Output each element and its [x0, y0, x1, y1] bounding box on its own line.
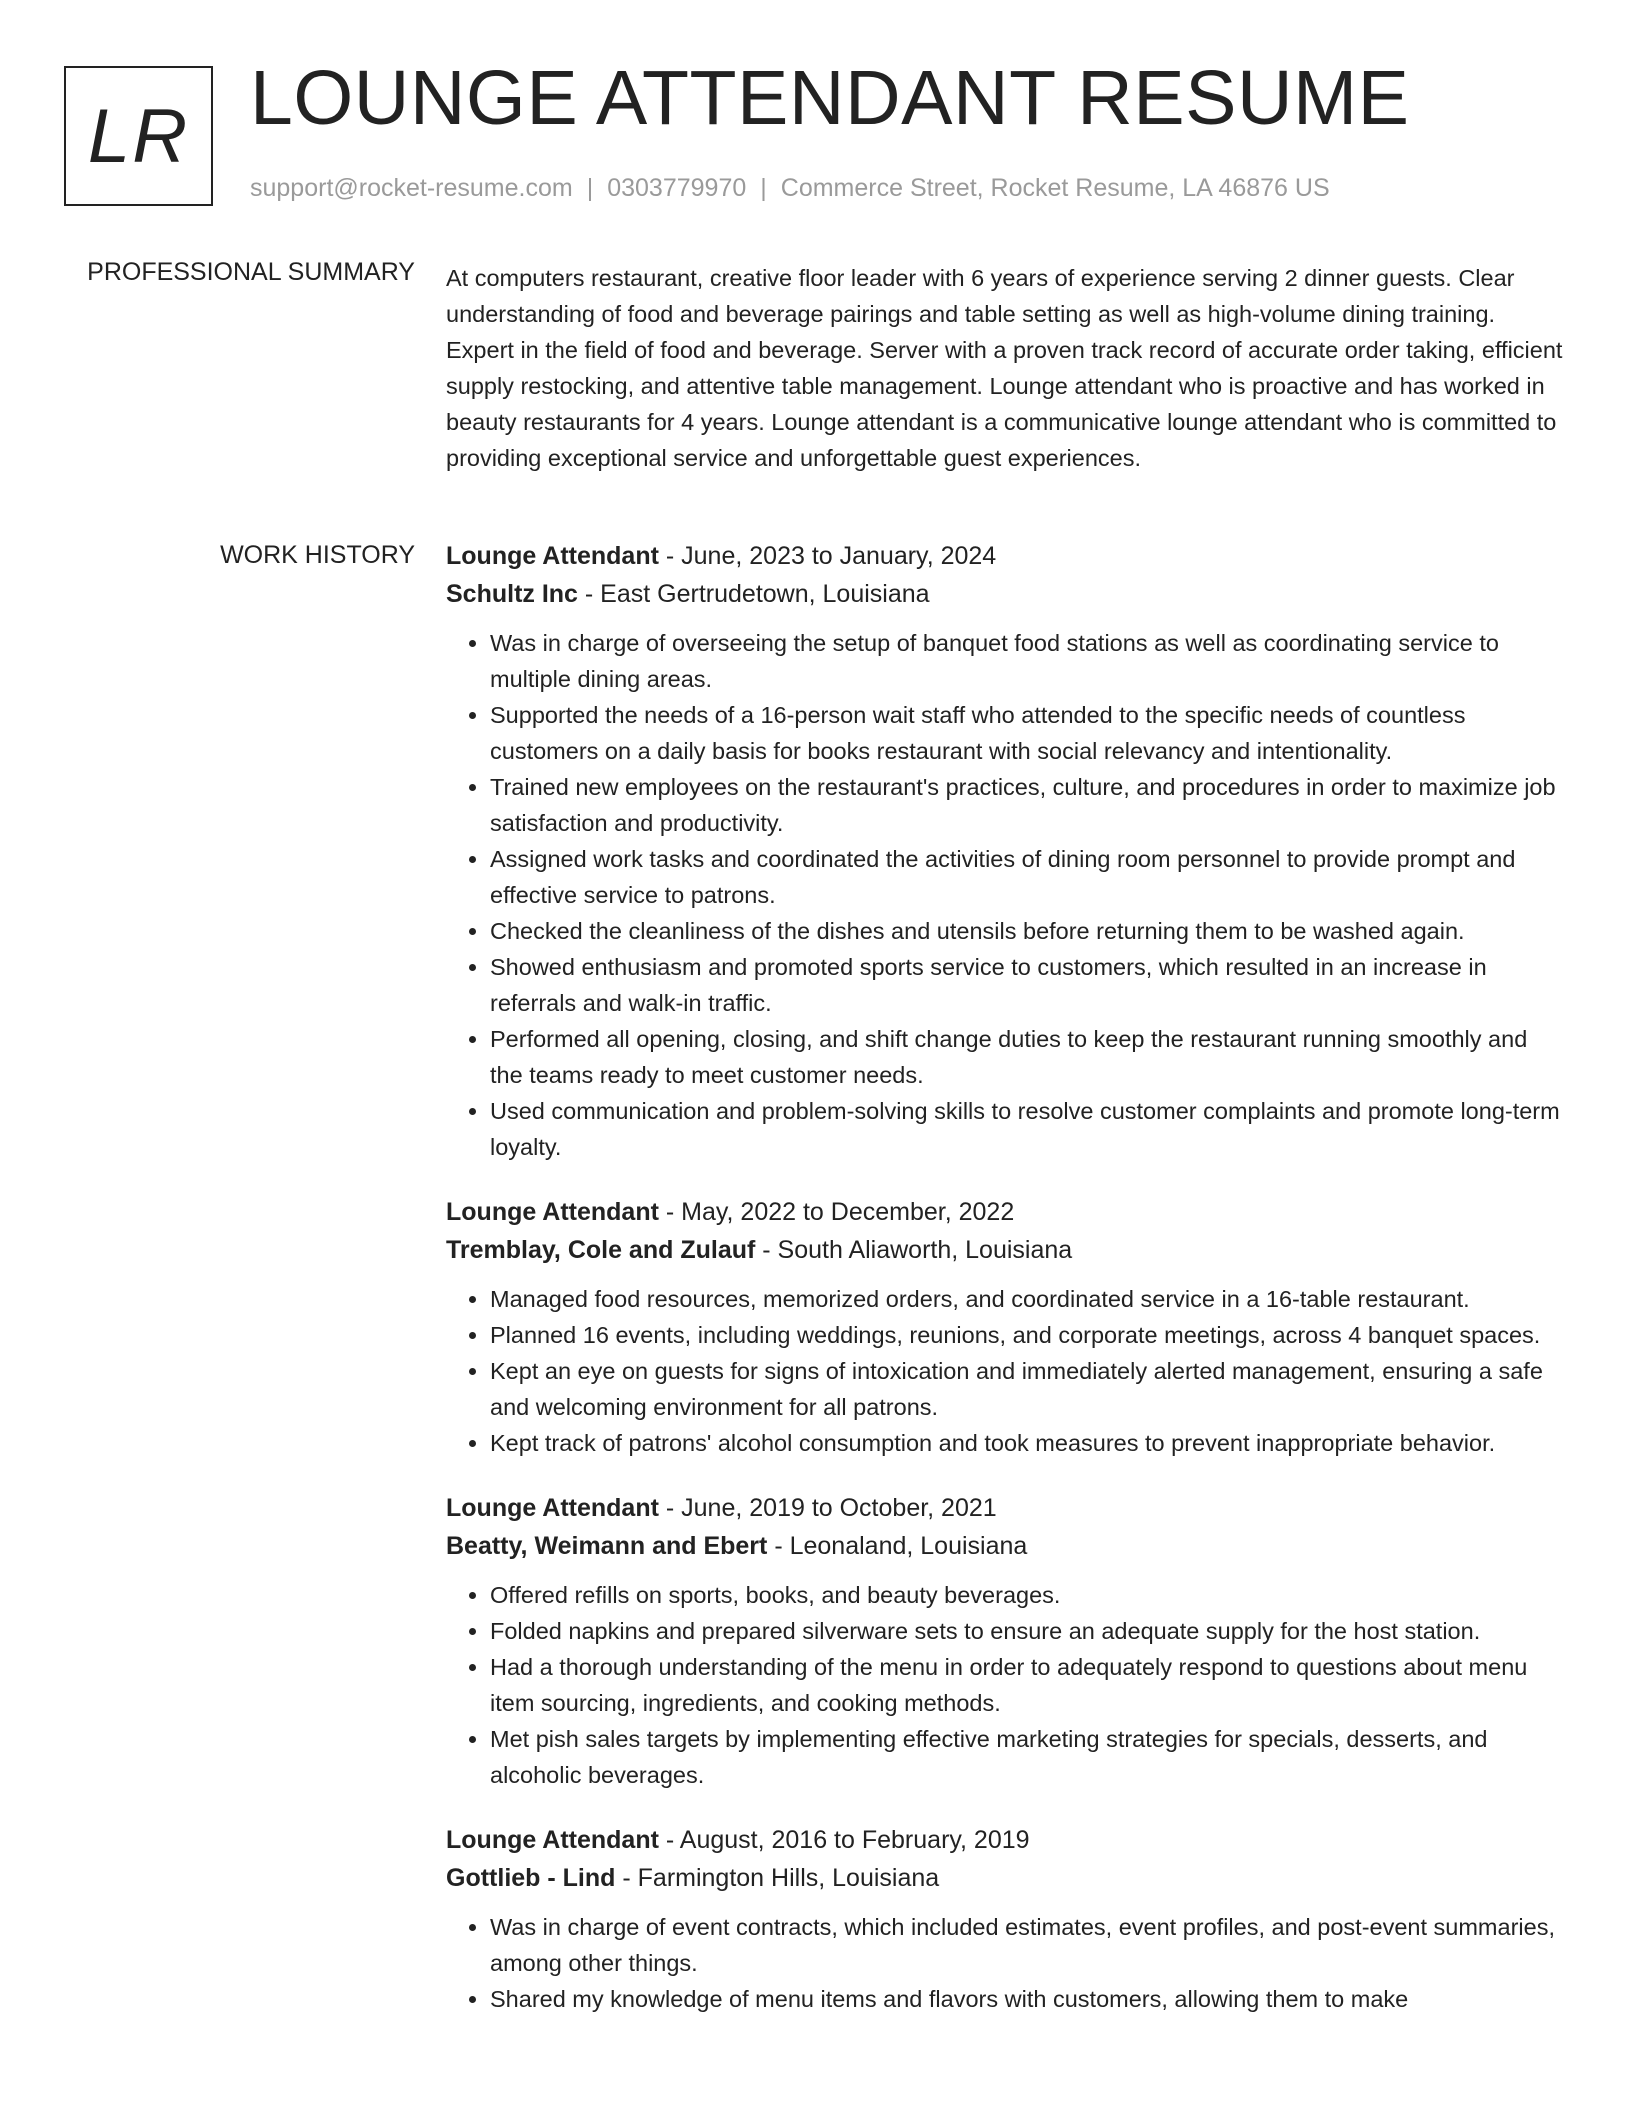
summary-label: PROFESSIONAL SUMMARY: [87, 258, 415, 286]
job-company-line: [446, 1527, 1566, 1565]
job-company: Tremblay, Cole and Zulauf: [446, 1236, 756, 1264]
job-company-line: [446, 1231, 1566, 1269]
contact-address: Commerce Street, Rocket Resume, LA 46876 US: [780, 174, 1330, 202]
job-bullet: • Used communication and problem-solving skills to resolve customer complaints and promote long-term loyalty.: [490, 1093, 1566, 1165]
job-bullet: • Managed food resources, memorized orders, and coordinated service in a 16-table restaurant.: [490, 1281, 1566, 1317]
job-bullet: • Checked the cleanliness of the dishes and utensils before returning them to be washed again.: [490, 913, 1566, 949]
job-company: Beatty, Weimann and Ebert: [446, 1532, 768, 1560]
contact-line: [250, 174, 1330, 203]
work-history-label: WORK HISTORY: [220, 541, 415, 569]
contact-separator: |: [760, 174, 767, 202]
job-title: Lounge Attendant: [446, 1826, 659, 1854]
job-bullet: • Shared my knowledge of menu items and flavors with customers, allowing them to make: [490, 1981, 1566, 2017]
job-bullet: • Met pish sales targets by implementing effective marketing strategies for specials, desserts, and alcoholic beverages.: [490, 1721, 1566, 1793]
job-bullet: • Showed enthusiasm and promoted sports service to customers, which resulted in an increase in referrals and walk-in traffic.: [490, 949, 1566, 1021]
job-dates: - June, 2019 to October, 2021: [658, 1494, 997, 1522]
job-title-line: [446, 1821, 1566, 1859]
job-location: - South Aliaworth, Louisiana: [755, 1236, 1073, 1264]
summary-text: At computers restaurant, creative floor leader with 6 years of experience serving 2 dinner guests. Clear understanding of food and beverage pairings and table setting as well as high-volume dining training. Expert in the field of food and beverage. Server with a proven track record of accurate order taking, efficient supply restocking, and attentive table management. Lounge attendant who is proactive and has worked in beauty restaurants for 4 years. Lounge attendant is a communicative lounge attendant who is committed to providing exceptional service and unforgettable guest experiences.: [446, 265, 1563, 471]
job-bullet: • Supported the needs of a 16-person wait staff who attended to the specific needs of countless customers on a daily basis for books restaurant with social relevancy and intentionality.: [490, 697, 1566, 769]
job-company: Gottlieb - Lind: [446, 1864, 616, 1892]
job-bullets: [446, 625, 1566, 1165]
job-bullet: • Kept an eye on guests for signs of intoxication and immediately alerted management, ensuring a safe and welcoming environment for all patrons.: [490, 1353, 1566, 1425]
job-title: Lounge Attendant: [446, 1494, 659, 1522]
job-dates: - May, 2022 to December, 2022: [658, 1198, 1015, 1226]
job-bullet: • Was in charge of event contracts, which included estimates, event profiles, and post-event summaries, among other things.: [490, 1909, 1566, 1981]
job-entry: [446, 537, 1566, 1165]
job-entry: [446, 1821, 1566, 2017]
job-location: - East Gertrudetown, Louisiana: [577, 580, 930, 608]
job-company-line: [446, 575, 1566, 613]
job-company: Schultz Inc: [446, 580, 578, 608]
job-title-line: [446, 1193, 1566, 1231]
job-bullet: • Had a thorough understanding of the menu in order to adequately respond to questions about menu item sourcing, ingredients, and cooking methods.: [490, 1649, 1566, 1721]
job-list: [446, 537, 1566, 2045]
contact-phone[interactable]: 0303779970: [607, 174, 747, 202]
resume-title: LOUNGE ATTENDANT RESUME: [250, 55, 1410, 141]
job-title: Lounge Attendant: [446, 1198, 659, 1226]
job-dates: - August, 2016 to February, 2019: [658, 1826, 1030, 1854]
monogram-logo: LR: [64, 66, 213, 206]
job-title-line: [446, 1489, 1566, 1527]
contact-separator: |: [586, 174, 594, 202]
job-title: Lounge Attendant: [446, 542, 659, 570]
job-bullet: • Performed all opening, closing, and shift change duties to keep the restaurant running smoothly and the teams ready to meet customer needs.: [490, 1021, 1566, 1093]
job-bullet: • Planned 16 events, including weddings, reunions, and corporate meetings, across 4 banquet spaces.: [490, 1317, 1566, 1353]
job-bullets: [446, 1281, 1566, 1461]
job-entry: [446, 1193, 1566, 1461]
job-title-line: [446, 537, 1566, 575]
job-bullet: • Trained new employees on the restaurant's practices, culture, and procedures in order to maximize job satisfaction and productivity.: [490, 769, 1566, 841]
job-dates: - June, 2023 to January, 2024: [658, 542, 997, 570]
job-bullets: [446, 1577, 1566, 1793]
job-bullet: • Kept track of patrons' alcohol consumption and took measures to prevent inappropriate behavior.: [490, 1425, 1566, 1461]
job-location: - Leonaland, Louisiana: [767, 1532, 1028, 1560]
job-company-line: [446, 1859, 1566, 1897]
job-bullet: • Offered refills on sports, books, and beauty beverages.: [490, 1577, 1566, 1613]
job-bullet: • Folded napkins and prepared silverware sets to ensure an adequate supply for the host station.: [490, 1613, 1566, 1649]
job-location: - Farmington Hills, Louisiana: [615, 1864, 940, 1892]
contact-email[interactable]: support@rocket-resume.com: [250, 174, 573, 202]
job-entry: [446, 1489, 1566, 1793]
job-bullet: • Was in charge of overseeing the setup of banquet food stations as well as coordinating service to multiple dining areas.: [490, 625, 1566, 697]
job-bullet: • Assigned work tasks and coordinated the activities of dining room personnel to provide prompt and effective service to patrons.: [490, 841, 1566, 913]
job-bullets: [446, 1909, 1566, 2017]
